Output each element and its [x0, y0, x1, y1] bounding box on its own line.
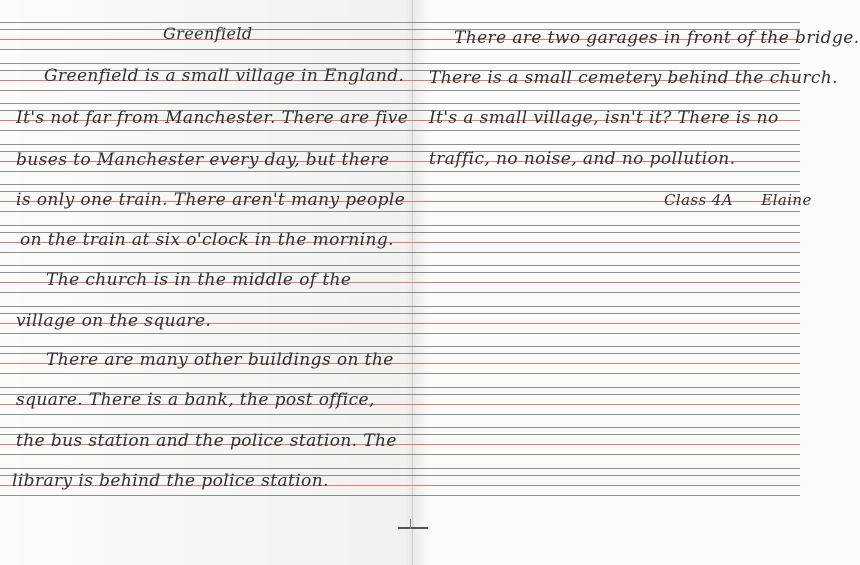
right-line-3: It's a small village, isn't it? There is no: [429, 108, 779, 128]
guide-rule: [0, 427, 800, 428]
guide-rule: [0, 454, 800, 455]
guide-rule: [0, 144, 800, 145]
guide-rule: [0, 292, 800, 293]
guide-rule: [0, 22, 800, 23]
guide-rule: [0, 346, 800, 347]
guide-rule: [0, 63, 800, 64]
guide-rule: [0, 49, 800, 50]
guide-rule: [0, 306, 800, 307]
right-line-4: traffic, no noise, and no pollution.: [429, 149, 736, 169]
left-line-7: village on the square.: [16, 311, 212, 331]
left-line-9: square. There is a bank, the post office,: [16, 390, 375, 410]
guide-rule: [0, 387, 800, 388]
guide-rule: [0, 373, 800, 374]
left-line-6: The church is in the middle of the: [46, 270, 352, 290]
page-fold: [412, 0, 413, 565]
guide-rule: [0, 468, 800, 469]
left-line-11: library is behind the police station.: [12, 471, 329, 491]
guide-rule: [0, 265, 800, 266]
guide-rule: [0, 252, 800, 253]
guide-rule: [0, 414, 800, 415]
left-line-4: is only one train. There aren't many people: [16, 190, 406, 210]
class-label: Class 4A: [664, 191, 733, 209]
signature: [664, 190, 812, 210]
guide-rule: [0, 211, 800, 212]
left-line-10: the bus station and the police station. The: [16, 431, 397, 451]
right-line-1: There are two garages in front of the bridge.: [454, 28, 860, 48]
guide-rule: [0, 495, 800, 496]
left-line-8: There are many other buildings on the: [46, 350, 394, 370]
right-line-2: There is a small cemetery behind the church.: [429, 68, 838, 88]
left-line-1: Greenfield is a small village in England.: [44, 66, 405, 86]
guide-rule: [0, 225, 800, 226]
binding-mark: [398, 527, 428, 529]
left-line-3: buses to Manchester every day, but there: [16, 150, 390, 170]
guide-rule: [0, 184, 800, 185]
binding-mark-stem: [410, 519, 411, 529]
guide-rule: [0, 90, 800, 91]
page-title: Greenfield: [163, 24, 253, 43]
guide-rule: [0, 130, 800, 131]
guide-rule: [0, 171, 800, 172]
guide-rule: [0, 103, 800, 104]
left-line-5: on the train at six o'clock in the morning.: [20, 230, 394, 250]
guide-rule: [0, 333, 800, 334]
left-line-2: It's not far from Manchester. There are five: [16, 108, 409, 128]
author-name: Elaine: [761, 191, 812, 209]
